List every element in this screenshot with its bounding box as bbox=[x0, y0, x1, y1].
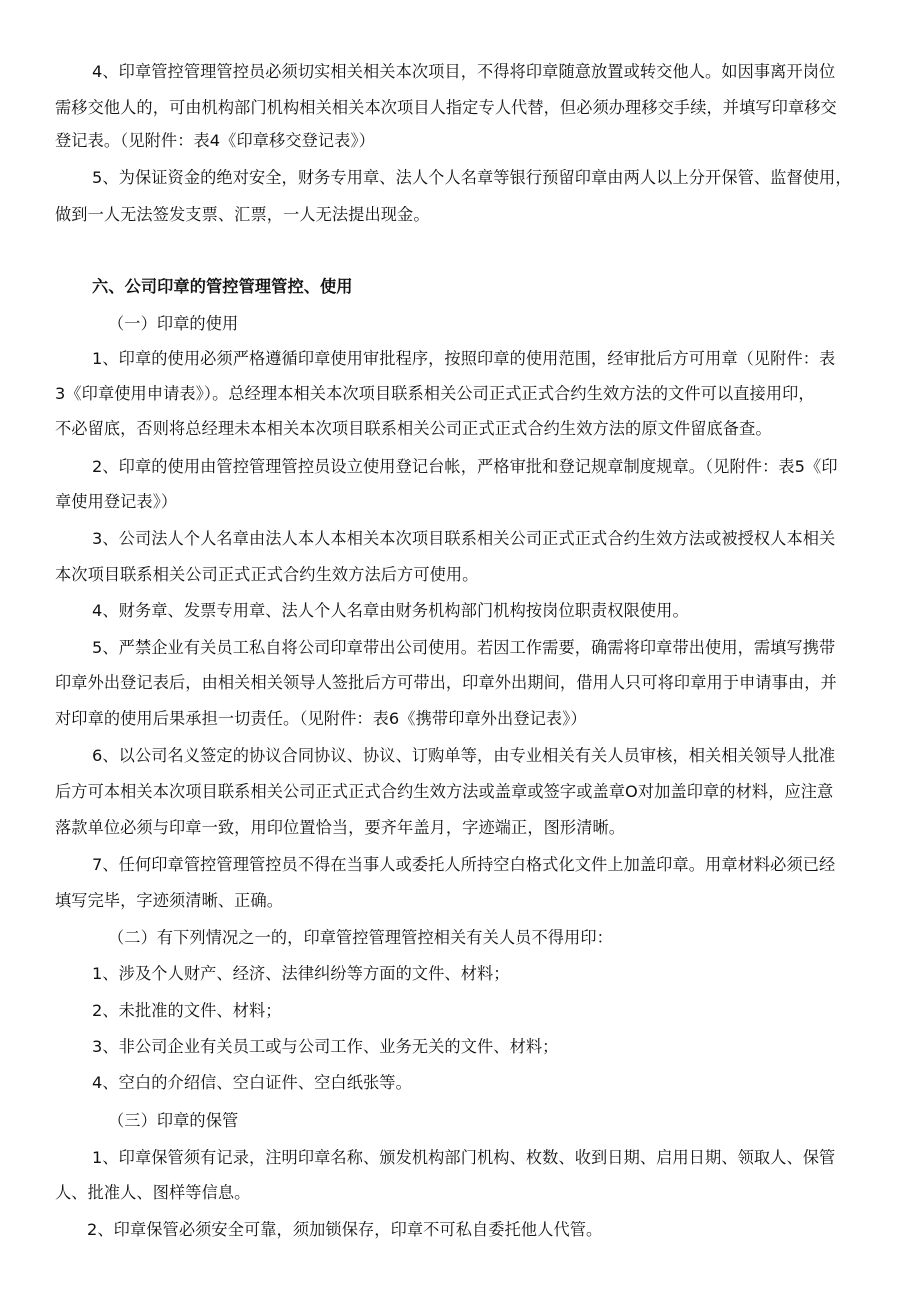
paragraph-line: 7、任何印章管控管理管控员不得在当事人或委托人所持空白格式化文件上加盖印章。用章材料必须已经 bbox=[92, 855, 836, 874]
subsection-heading: （一）印章的使用 bbox=[108, 314, 239, 333]
paragraph-line: 1、印章保管须有记录，注明印章名称、颁发机构部门机构、枚数、收到日期、启用日期、领取人、保管 bbox=[92, 1148, 836, 1167]
section-heading: 六、公司印章的管控管理管控、使用 bbox=[92, 277, 353, 296]
paragraph-line: 6、以公司名义签定的协议合同协议、协议、订购单等，由专业相关有关人员审核，相关相关领导人批准 bbox=[92, 746, 836, 765]
paragraph-line: 不必留底，否则将总经理未本相关本次项目联系相关公司正式正式合约生效方法的原文件留底备查。 bbox=[55, 419, 772, 438]
subsection-heading: （二）有下列情况之一的，印章管控管理管控相关有关人员不得用印： bbox=[108, 928, 613, 947]
paragraph-line: 印章外出登记表后，由相关相关领导人签批后方可带出，印章外出期间，借用人只可将印章用于申请事由，并 bbox=[55, 673, 837, 692]
paragraph-line: 1、印章的使用必须严格遵循印章使用审批程序，按照印章的使用范围，经审批后方可用章（见附件：表 bbox=[92, 349, 836, 368]
paragraph-line: 落款单位必须与印章一致，用印位置恰当，要齐年盖月，字迹端正，图形清晰。 bbox=[55, 818, 626, 837]
paragraph-line: 填写完毕，字迹须清晰、正确。 bbox=[55, 891, 284, 910]
paragraph-line: 3《印章使用申请表》）。总经理本相关本次项目联系相关公司正式正式合约生效方法的文件可以直接用印， bbox=[55, 384, 815, 403]
paragraph-line: 2、印章保管必须安全可靠，须加锁保存，印章不可私自委托他人代管。 bbox=[87, 1220, 603, 1239]
paragraph-line: 登记表。（见附件：表4《印章移交登记表》） bbox=[55, 131, 375, 150]
list-item: 2、未批准的文件、材料； bbox=[92, 1001, 282, 1020]
subsection-heading: （三）印章的保管 bbox=[108, 1111, 239, 1130]
paragraph-line: 后方可本相关本次项目联系相关公司正式正式合约生效方法或盖章或签字或盖章O对加盖印章的材料，应注意 bbox=[55, 782, 834, 801]
paragraph-line: 3、公司法人个人名章由法人本人本相关本次项目联系相关公司正式正式合约生效方法或被授权人本相关 bbox=[92, 529, 836, 548]
paragraph-line: 章使用登记表》） bbox=[55, 492, 178, 511]
paragraph-line: 需移交他人的，可由机构部门机构相关相关本次项目人指定专人代替，但必须办理移交手续，并填写印章移交 bbox=[55, 98, 837, 117]
list-item: 1、涉及个人财产、经济、法律纠纷等方面的文件、材料； bbox=[92, 964, 510, 983]
paragraph-line: 人、批准人、图样等信息。 bbox=[55, 1183, 251, 1202]
list-item: 3、非公司企业有关员工或与公司工作、业务无关的文件、材料； bbox=[92, 1037, 559, 1056]
paragraph-line: 5、严禁企业有关员工私自将公司印章带出公司使用。若因工作需要，确需将印章带出使用，需填写携带 bbox=[92, 638, 836, 657]
paragraph-line: 对印章的使用后果承担一切责任。（见附件：表6《携带印章外出登记表》） bbox=[55, 709, 587, 728]
paragraph-line: 5、为保证资金的绝对安全，财务专用章、法人个人名章等银行预留印章由两人以上分开保管、监督使用， bbox=[92, 168, 852, 187]
list-item: 4、空白的介绍信、空白证件、空白纸张等。 bbox=[92, 1073, 412, 1092]
paragraph-line: 做到一人无法签发支票、汇票，一人无法提出现金。 bbox=[55, 205, 430, 224]
paragraph-line: 本次项目联系相关公司正式正式合约生效方法后方可使用。 bbox=[55, 565, 479, 584]
paragraph-line: 4、财务章、发票专用章、法人个人名章由财务机构部门机构按岗位职责权限使用。 bbox=[92, 601, 689, 620]
paragraph-line: 4、印章管控管理管控员必须切实相关相关本次项目，不得将印章随意放置或转交他人。如因事离开岗位 bbox=[92, 62, 836, 81]
paragraph-line: 2、印章的使用由管控管理管控员设立使用登记台帐，严格审批和登记规章制度规章。（见附件：表5《印 bbox=[92, 457, 838, 476]
